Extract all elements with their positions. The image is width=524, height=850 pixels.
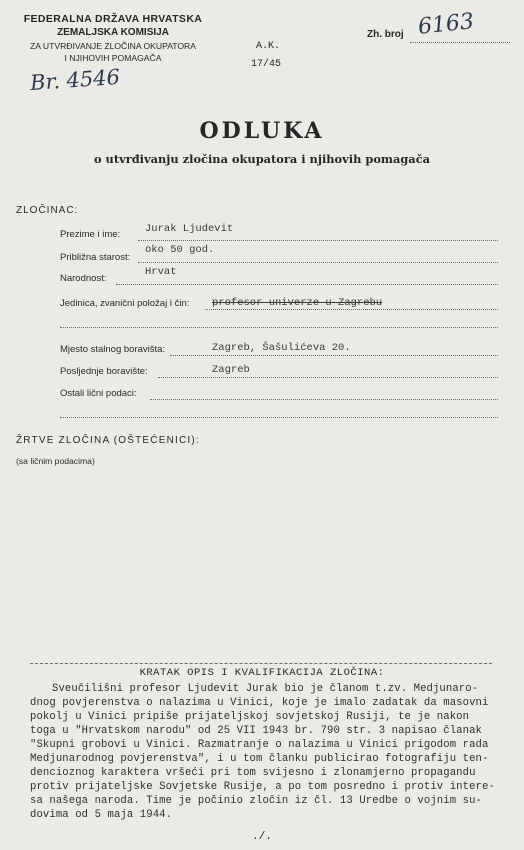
zh-dotted-line <box>410 42 510 43</box>
field-label-name: Prezime i ime: <box>60 229 121 240</box>
description-line: protiv prijateljske Sovjetske Rusije, a po tom posredno i protiv intere- <box>30 781 495 793</box>
handwritten-reference: Br. 4546 <box>29 64 121 96</box>
description-line: dovima od 5 maja 1944. <box>30 809 173 821</box>
description-line: dnog povjerenstva o nalazima u Vinici, koje je imalo zadatak da masovni <box>30 697 489 709</box>
zh-number: 6163 <box>416 9 476 40</box>
field-value-age: oko 50 god. <box>145 244 215 256</box>
description-top-rule <box>30 663 492 664</box>
field-value-name: Jurak Ljudevit <box>145 223 234 235</box>
description-line: Sveučilišni profesor Ljudevit Jurak bio je članom t.zv. Medjunaro- <box>52 683 479 695</box>
description-line: pokolj u Vinici pripiše prijateljskoj sovjetskoj Rusiji, te je nakon <box>30 711 470 723</box>
field-line-name <box>138 240 498 241</box>
description-line: toga u "Hrvatskom narodu" od 25 VII 1943 br. 790 str. 3 napisao članak <box>30 725 483 737</box>
document-title: ODLUKA <box>199 118 325 144</box>
field-label-unit: Jedinica, zvanični položaj i čin: <box>60 298 190 309</box>
field-line-nationality <box>116 284 498 285</box>
description-line: dencioznog karaktera vršeći pri tom svijesno i zlonamjerno propagandu <box>30 767 476 779</box>
field-line-unit <box>205 309 498 310</box>
field-value-nationality: Hrvat <box>145 266 177 278</box>
field-label-nationality: Narodnost: <box>60 273 107 284</box>
field-line-unit-2 <box>60 327 498 328</box>
page-continuation-mark: ./. <box>252 831 272 843</box>
field-line-extra <box>60 417 498 418</box>
zh-label: Zh. broj <box>367 29 404 40</box>
field-label-residence: Mjesto stalnog boravišta: <box>60 344 166 355</box>
field-line-residence <box>170 355 498 356</box>
description-line: Medjunarodnog povjerenstva", i u tom članku publicirao fotografiju ten- <box>30 753 489 765</box>
description-line: sa našega naroda. Time je počinio zločin iz čl. 13 Uredbe o vojnim su- <box>30 795 483 807</box>
header-line-4: I NJIHOVIH POMAGAČA <box>64 53 162 63</box>
field-line-last-residence <box>158 377 498 378</box>
header-line-2: ZEMALJSKA KOMISIJA <box>57 27 169 38</box>
header-line-3: ZA UTVRĐIVANJE ZLOČINA OKUPATORA <box>29 41 196 51</box>
victims-section-label: ŽRTVE ZLOČINA (OŠTEĆENICI): <box>16 435 200 446</box>
field-line-age <box>138 262 498 263</box>
field-label-last-residence: Posljednje boravište: <box>60 366 148 377</box>
victims-note: (sa ličnim podacima) <box>16 456 95 466</box>
header-line-1: FEDERALNA DRŽAVA HRVATSKA <box>23 13 203 25</box>
description-heading: KRATAK OPIS I KVALIFIKACIJA ZLOČINA: <box>139 667 385 679</box>
field-label-age: Približna starost: <box>60 252 131 263</box>
perpetrator-section-label: ZLOČINAC: <box>16 205 79 216</box>
document-subtitle: o utvrđivanju zločina okupatora i njihovih pomagača <box>93 152 431 166</box>
description-line: "Skupni grobovi u Vinici. Razmatranje o nalazima u Vinici prigodom rada <box>30 739 489 751</box>
ref-code: A.K. <box>256 41 281 52</box>
field-value-last-residence: Zagreb <box>212 364 250 376</box>
field-line-other <box>150 399 498 400</box>
field-value-residence: Zagreb, Šašulićeva 20. <box>212 342 351 354</box>
ref-number: 17/45 <box>251 59 282 70</box>
field-value-unit: profesor univerze u Zagrebu <box>212 297 383 309</box>
field-label-other: Ostali lični podaci: <box>60 388 137 399</box>
